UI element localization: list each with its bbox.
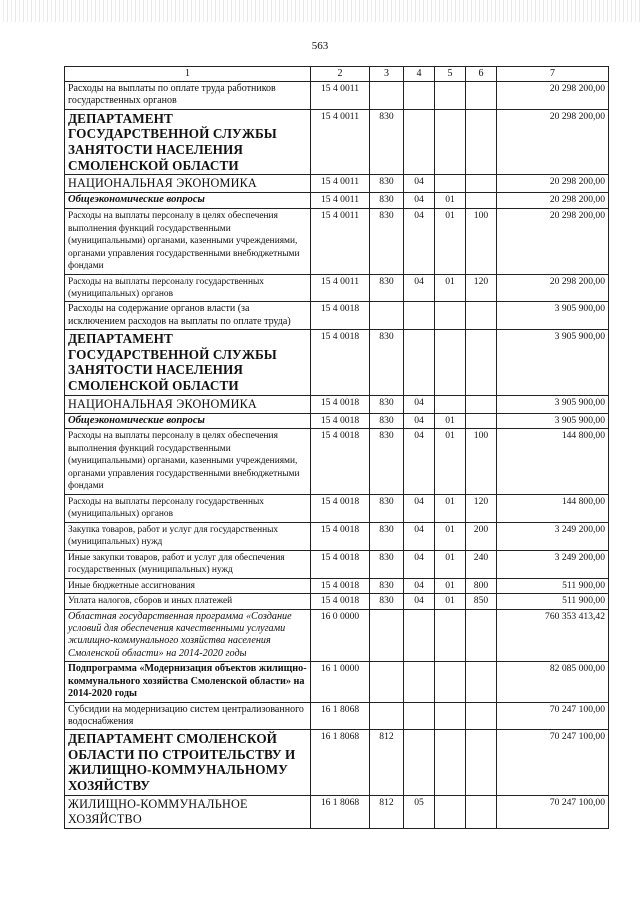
target-article-code-cell: 16 1 8068 — [311, 795, 370, 828]
row-label: Субсидии на модернизацию систем централизованного водоснабжения — [68, 703, 304, 727]
row-label: Закупка товаров, работ и услуг для государственных (муниципальных) нужд — [68, 524, 279, 548]
row-label: ДЕПАРТАМЕНТ СМОЛЕНСКОЙ ОБЛАСТИ ПО СТРОИТЕЛЬСТВУ И ЖИЛИЩНО-КОММУНАЛЬНОМУ ХОЗЯЙСТВУ — [68, 730, 296, 794]
table-row — [65, 494, 609, 522]
table-row — [65, 609, 609, 662]
amount-cell: 3 905 900,00 — [497, 329, 609, 395]
row-label: Подпрограмма «Модернизация объектов жилищно-коммунального хозяйства Смоленской области» на 2014-2020 годы — [68, 663, 307, 700]
row-label: Расходы на содержание органов власти (за исключением расходов на выплаты по оплате труда) — [68, 303, 291, 327]
expense-type-code-cell: 120 — [466, 274, 497, 302]
page-number: 563 — [311, 40, 329, 52]
expense-type-code-cell: 800 — [466, 578, 497, 593]
subsection-code-cell — [435, 609, 466, 662]
amount-cell: 20 298 200,00 — [497, 175, 609, 193]
subsection-code-cell: 01 — [435, 193, 466, 209]
ministry-code-cell: 830 — [370, 494, 404, 522]
subsection-code-cell — [435, 302, 466, 329]
amount-cell: 82 085 000,00 — [497, 662, 609, 702]
section-code-cell: 04 — [404, 494, 435, 522]
header-cell: 1 — [65, 67, 311, 82]
subsection-code-cell: 01 — [435, 594, 466, 609]
amount-cell: 20 298 200,00 — [497, 209, 609, 274]
row-name-cell — [65, 729, 311, 795]
target-article-code-cell: 16 1 0000 — [311, 662, 370, 702]
row-label: Расходы на выплаты персоналу в целях обеспечения выполнения функций государственными (муниципальными) органами, казенными учреждениями, органами управления государственными внебюджетными фондами — [68, 431, 300, 492]
ministry-code-cell — [370, 609, 404, 662]
row-label: ЖИЛИЩНО-КОММУНАЛЬНОЕ ХОЗЯЙСТВО — [68, 796, 248, 826]
table-row — [65, 729, 609, 795]
header-cell: 4 — [404, 67, 435, 82]
ministry-code-cell: 830 — [370, 578, 404, 593]
subsection-code-cell — [435, 702, 466, 729]
amount-cell: 144 800,00 — [497, 494, 609, 522]
expense-type-code-cell: 120 — [466, 494, 497, 522]
table-row — [65, 702, 609, 729]
row-name-cell — [65, 594, 311, 609]
table-row — [65, 109, 609, 175]
expense-type-code-cell — [466, 662, 497, 702]
section-code-cell: 04 — [404, 395, 435, 413]
target-article-code-cell: 15 4 0018 — [311, 395, 370, 413]
row-name-cell — [65, 578, 311, 593]
section-code-cell: 04 — [404, 594, 435, 609]
amount-cell: 70 247 100,00 — [497, 795, 609, 828]
row-name-cell — [65, 274, 311, 302]
expense-type-code-cell: 850 — [466, 594, 497, 609]
amount-cell: 70 247 100,00 — [497, 729, 609, 795]
header-cell: 6 — [466, 67, 497, 82]
amount-cell: 20 298 200,00 — [497, 193, 609, 209]
ministry-code-cell: 812 — [370, 729, 404, 795]
amount-cell: 20 298 200,00 — [497, 274, 609, 302]
row-name-cell — [65, 302, 311, 329]
table-row — [65, 578, 609, 593]
row-name-cell — [65, 522, 311, 550]
target-article-code-cell: 15 4 0011 — [311, 193, 370, 209]
row-name-cell — [65, 175, 311, 193]
ministry-code-cell: 830 — [370, 395, 404, 413]
subsection-code-cell — [435, 329, 466, 395]
target-article-code-cell: 16 0 0000 — [311, 609, 370, 662]
section-code-cell: 04 — [404, 175, 435, 193]
row-name-cell — [65, 413, 311, 429]
section-code-cell — [404, 662, 435, 702]
row-label: НАЦИОНАЛЬНАЯ ЭКОНОМИКА — [68, 396, 257, 411]
row-name-cell — [65, 662, 311, 702]
expense-type-code-cell — [466, 302, 497, 329]
table-row — [65, 209, 609, 274]
amount-cell: 20 298 200,00 — [497, 82, 609, 109]
section-code-cell — [404, 729, 435, 795]
subsection-code-cell — [435, 729, 466, 795]
ministry-code-cell — [370, 302, 404, 329]
amount-cell: 144 800,00 — [497, 429, 609, 494]
expense-type-code-cell: 100 — [466, 429, 497, 494]
section-code-cell: 04 — [404, 429, 435, 494]
expense-type-code-cell — [466, 329, 497, 395]
amount-cell: 3 905 900,00 — [497, 413, 609, 429]
table-row — [65, 329, 609, 395]
subsection-code-cell — [435, 109, 466, 175]
row-name-cell — [65, 82, 311, 109]
row-name-cell — [65, 395, 311, 413]
header-cell: 7 — [497, 67, 609, 82]
target-article-code-cell: 15 4 0018 — [311, 329, 370, 395]
row-label: ДЕПАРТАМЕНТ ГОСУДАРСТВЕННОЙ СЛУЖБЫ ЗАНЯТОСТИ НАСЕЛЕНИЯ СМОЛЕНСКОЙ ОБЛАСТИ — [68, 110, 277, 173]
table-row — [65, 522, 609, 550]
table-row — [65, 429, 609, 494]
ministry-code-cell: 830 — [370, 594, 404, 609]
ministry-code-cell — [370, 662, 404, 702]
section-code-cell: 04 — [404, 578, 435, 593]
table-row — [65, 550, 609, 578]
row-name-cell — [65, 494, 311, 522]
amount-cell: 70 247 100,00 — [497, 702, 609, 729]
amount-cell: 3 249 200,00 — [497, 550, 609, 578]
expense-type-code-cell: 200 — [466, 522, 497, 550]
section-code-cell — [404, 609, 435, 662]
table-body — [65, 67, 609, 829]
target-article-code-cell: 15 4 0018 — [311, 413, 370, 429]
ministry-code-cell: 812 — [370, 795, 404, 828]
table-row — [65, 193, 609, 209]
budget-table — [64, 66, 609, 829]
table-row — [65, 302, 609, 329]
ministry-code-cell — [370, 702, 404, 729]
subsection-code-cell: 01 — [435, 209, 466, 274]
subsection-code-cell: 01 — [435, 274, 466, 302]
target-article-code-cell: 15 4 0011 — [311, 209, 370, 274]
row-name-cell — [65, 795, 311, 828]
expense-type-code-cell — [466, 109, 497, 175]
subsection-code-cell: 01 — [435, 578, 466, 593]
amount-cell: 511 900,00 — [497, 578, 609, 593]
scan-noise — [0, 0, 640, 22]
row-label: Уплата налогов, сборов и иных платежей — [68, 596, 233, 607]
expense-type-code-cell — [466, 729, 497, 795]
section-code-cell — [404, 109, 435, 175]
ministry-code-cell: 830 — [370, 413, 404, 429]
table-row — [65, 175, 609, 193]
table-row — [65, 594, 609, 609]
table-row — [65, 82, 609, 109]
row-label: Общеэкономические вопросы — [68, 414, 205, 426]
row-label: Областная государственная программа «Создание условий для обеспечения качественными услугами жилищно-коммунального хозяйства населения Смоленской области» на 2014-2020 годы — [68, 610, 292, 659]
table-row — [65, 662, 609, 702]
expense-type-code-cell — [466, 795, 497, 828]
section-code-cell — [404, 329, 435, 395]
subsection-code-cell — [435, 82, 466, 109]
row-name-cell — [65, 193, 311, 209]
section-code-cell: 04 — [404, 193, 435, 209]
table-row — [65, 413, 609, 429]
ministry-code-cell: 830 — [370, 209, 404, 274]
section-code-cell — [404, 82, 435, 109]
expense-type-code-cell — [466, 609, 497, 662]
amount-cell: 3 249 200,00 — [497, 522, 609, 550]
subsection-code-cell — [435, 795, 466, 828]
section-code-cell — [404, 702, 435, 729]
row-label: Иные бюджетные ассигнования — [68, 580, 195, 591]
expense-type-code-cell — [466, 702, 497, 729]
section-code-cell: 05 — [404, 795, 435, 828]
subsection-code-cell: 01 — [435, 522, 466, 550]
target-article-code-cell: 15 4 0018 — [311, 578, 370, 593]
row-label: Общеэкономические вопросы — [68, 194, 205, 206]
ministry-code-cell: 830 — [370, 550, 404, 578]
target-article-code-cell: 16 1 8068 — [311, 729, 370, 795]
header-row — [65, 67, 609, 82]
ministry-code-cell: 830 — [370, 274, 404, 302]
expense-type-code-cell — [466, 193, 497, 209]
row-label: Расходы на выплаты персоналу государственных (муниципальных) органов — [68, 496, 264, 520]
target-article-code-cell: 15 4 0011 — [311, 274, 370, 302]
expense-type-code-cell: 240 — [466, 550, 497, 578]
target-article-code-cell: 15 4 0011 — [311, 109, 370, 175]
expense-type-code-cell — [466, 413, 497, 429]
row-label: Иные закупки товаров, работ и услуг для обеспечения государственных (муниципальных) нужд — [68, 552, 285, 576]
ministry-code-cell — [370, 82, 404, 109]
amount-cell: 511 900,00 — [497, 594, 609, 609]
table-row — [65, 274, 609, 302]
subsection-code-cell — [435, 662, 466, 702]
row-label: Расходы на выплаты персоналу государственных (муниципальных) органов — [68, 276, 264, 299]
section-code-cell: 04 — [404, 413, 435, 429]
row-label: Расходы на выплаты персоналу в целях обеспечения выполнения функций государственными (муниципальными) органами, казенными учреждениями, органами управления государственными внебюджетными фондами — [68, 211, 300, 272]
target-article-code-cell: 15 4 0018 — [311, 522, 370, 550]
header-cell: 3 — [370, 67, 404, 82]
expense-type-code-cell: 100 — [466, 209, 497, 274]
target-article-code-cell: 15 4 0018 — [311, 429, 370, 494]
subsection-code-cell: 01 — [435, 413, 466, 429]
row-name-cell — [65, 329, 311, 395]
amount-cell: 20 298 200,00 — [497, 109, 609, 175]
ministry-code-cell: 830 — [370, 429, 404, 494]
target-article-code-cell: 15 4 0018 — [311, 550, 370, 578]
ministry-code-cell: 830 — [370, 329, 404, 395]
target-article-code-cell: 15 4 0011 — [311, 82, 370, 109]
section-code-cell: 04 — [404, 522, 435, 550]
subsection-code-cell — [435, 395, 466, 413]
amount-cell: 3 905 900,00 — [497, 302, 609, 329]
amount-cell: 760 353 413,42 — [497, 609, 609, 662]
amount-cell: 3 905 900,00 — [497, 395, 609, 413]
row-name-cell — [65, 702, 311, 729]
expense-type-code-cell — [466, 395, 497, 413]
ministry-code-cell: 830 — [370, 522, 404, 550]
section-code-cell — [404, 302, 435, 329]
header-cell: 2 — [311, 67, 370, 82]
subsection-code-cell: 01 — [435, 429, 466, 494]
expense-type-code-cell — [466, 175, 497, 193]
expense-type-code-cell — [466, 82, 497, 109]
subsection-code-cell: 01 — [435, 550, 466, 578]
target-article-code-cell: 15 4 0018 — [311, 302, 370, 329]
target-article-code-cell: 15 4 0018 — [311, 594, 370, 609]
row-name-cell — [65, 609, 311, 662]
row-label: Расходы на выплаты по оплате труда работников государственных органов — [68, 83, 276, 107]
target-article-code-cell: 16 1 8068 — [311, 702, 370, 729]
section-code-cell: 04 — [404, 209, 435, 274]
row-label: ДЕПАРТАМЕНТ ГОСУДАРСТВЕННОЙ СЛУЖБЫ ЗАНЯТОСТИ НАСЕЛЕНИЯ СМОЛЕНСКОЙ ОБЛАСТИ — [68, 330, 277, 393]
subsection-code-cell: 01 — [435, 494, 466, 522]
row-name-cell — [65, 109, 311, 175]
table-row — [65, 395, 609, 413]
header-cell: 5 — [435, 67, 466, 82]
row-name-cell — [65, 429, 311, 494]
subsection-code-cell — [435, 175, 466, 193]
table-row — [65, 795, 609, 828]
row-name-cell — [65, 209, 311, 274]
ministry-code-cell: 830 — [370, 175, 404, 193]
section-code-cell: 04 — [404, 550, 435, 578]
ministry-code-cell: 830 — [370, 109, 404, 175]
section-code-cell: 04 — [404, 274, 435, 302]
row-label: НАЦИОНАЛЬНАЯ ЭКОНОМИКА — [68, 176, 257, 191]
target-article-code-cell: 15 4 0018 — [311, 494, 370, 522]
target-article-code-cell: 15 4 0011 — [311, 175, 370, 193]
ministry-code-cell: 830 — [370, 193, 404, 209]
row-name-cell — [65, 550, 311, 578]
